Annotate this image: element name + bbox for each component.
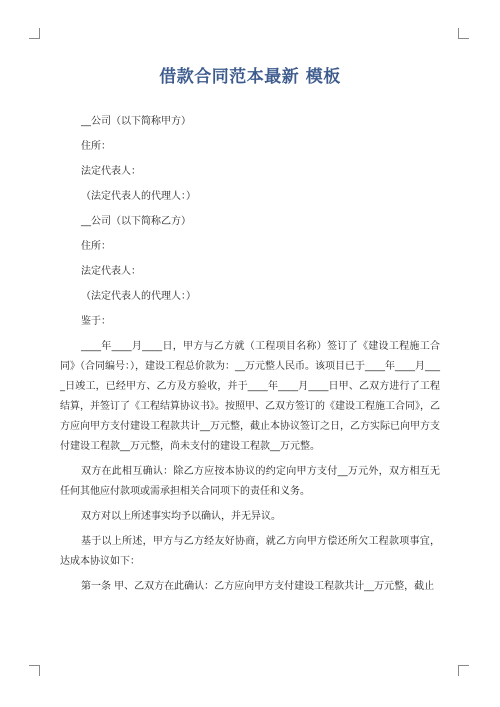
mutual-confirmation-paragraph: 双方在此相互确认：除乙方应按本协议的约定向甲方支付__万元外，双方相互无任何其他应付款项或需承担相关合同项下的责任和义务。 [60,466,440,497]
document-title: 借款合同范本最新 模板 [159,67,341,87]
crop-mark-bottom-left [29,665,40,676]
party-a-legal-rep-line: 法定代表人： [81,166,141,177]
party-b-company-line: __公司（以下简称乙方） [81,216,191,227]
crop-mark-top-right [458,28,469,39]
article-one-paragraph: 第一条 甲、乙双方在此确认：乙方应向甲方支付建设工程款共计__万元整，截止 [81,581,435,592]
party-a-address-line: 住所： [81,141,111,152]
no-objection-paragraph: 双方对以上所述事实均予以确认，并无异议。 [81,511,281,522]
party-a-company-line: __公司（以下简称甲方） [81,116,191,127]
whereas-line: 鉴于： [81,316,111,327]
party-b-rep-agent-line: （法定代表人的代理人：） [81,291,196,302]
party-b-legal-rep-line: 法定代表人： [81,266,141,277]
document-body [60,112,440,602]
crop-mark-bottom-right [458,665,469,676]
agreement-intro-paragraph: 基于以上所述，甲方与乙方经友好协商，就乙方向甲方偿还所欠工程款项事宜，达成本协议如下： [60,536,440,567]
crop-mark-top-left [29,28,40,39]
background-paragraph: ____年____月____日，甲方与乙方就（工程项目名称）签订了《建设工程施工合同》（合同编号：），建设工程总价款为：__万元整人民币。该项目已于____年____月____日竣工，已经甲方、乙方及方验收，并于____年____月____日甲、乙双方进行了工程结算，并签订了《工程结算协议书》。按照甲、乙双方签订的《建设工程施工合同》，乙方应向甲方支付建设工程款共计__万元整，截止本协议签订之日，乙方实际已向甲方支付建设工程款__万元整，尚未支付的建设工程款__万元整。 [60,341,440,452]
party-a-rep-agent-line: （法定代表人的代理人：） [81,191,196,202]
party-b-address-line: 住所： [81,241,111,252]
